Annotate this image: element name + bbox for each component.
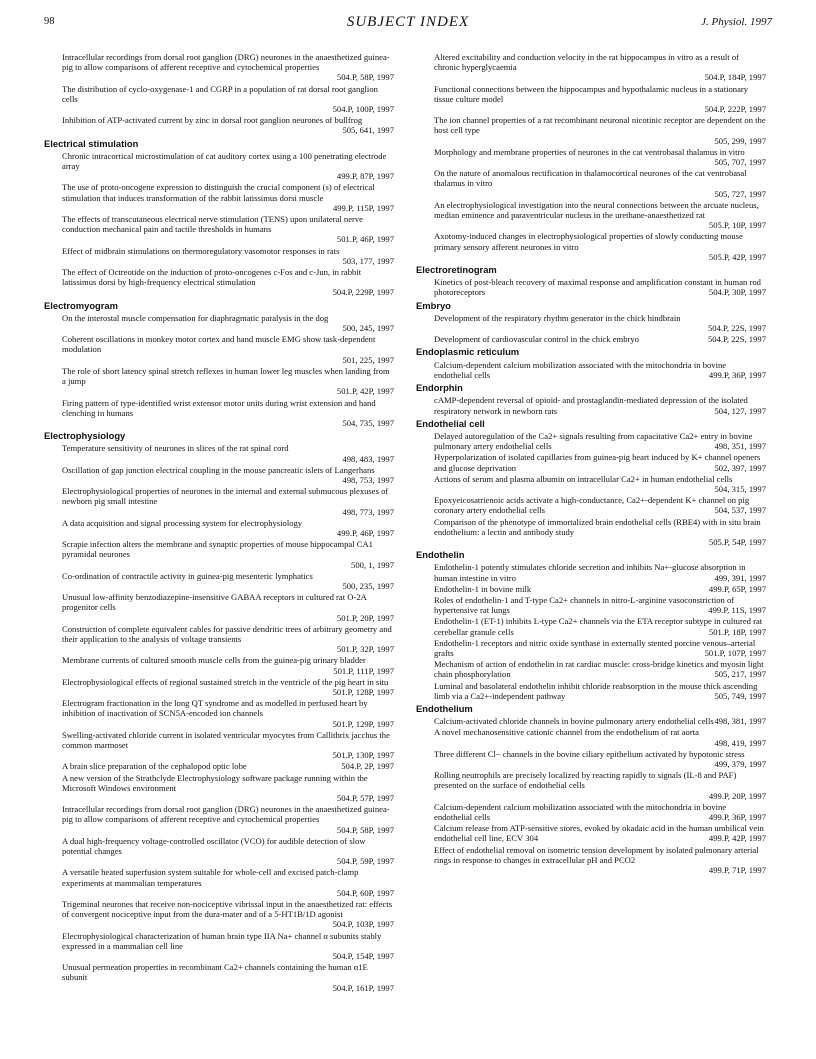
index-entry [44, 52, 394, 83]
index-entry [44, 465, 394, 485]
entry-reference: 504.P, 58P, 1997 [336, 824, 394, 835]
entry-reference: 504.P, 57P, 1997 [336, 793, 394, 804]
entry-title: Inhibition of ATP-activated current by zinc in dorsal root ganglion neurones of bullfrog [62, 115, 363, 126]
index-heading: Embryo [416, 299, 451, 311]
index-entry [44, 836, 394, 867]
entry-title: The role of short latency spinal stretch reflexes in human lower leg muscles when landing from a jump [62, 365, 390, 387]
entry-title: Co-ordination of contractile activity in guinea-pig mesenteric lymphatics [62, 570, 313, 581]
index-heading: Endorphin [416, 382, 463, 394]
entry-title: Chronic intracortical microstimulation of cat auditory cortex using a 100 penetrating electrode array [62, 150, 387, 172]
entry-reference: 500, 1, 1997 [351, 559, 394, 570]
entry-title: Construction of complete equivalent cables for passive dendritic trees of arbitrary geometry and their application to the analysis of voltage transients [62, 623, 392, 644]
entry-title: Comparison of the phenotype of immortalized brain endothelial cells (RBE4) with in situ brain endothelium: a lectin and antibody study [434, 516, 761, 537]
entry-title: Unusual permeation properties in recombinant Ca2+ channels containing the human α1E subunit [62, 962, 368, 983]
entry-title: Functional connections between the hippocampus and hypothalamic nucleus in a stationary tissue culture model [434, 83, 749, 104]
entry-title: On the interostal muscle compensation for diaphragmatic paralysis in the dog [62, 312, 329, 323]
index-entry [416, 84, 766, 115]
entry-reference: 498, 419, 1997 [714, 737, 766, 748]
entry-reference: 499.P, 36P, 1997 [708, 812, 766, 823]
index-entry [44, 761, 394, 771]
index-entry [416, 845, 766, 876]
entry-title: Oscillation of gap junction electrical coupling in the mouse pancreatic islets of Langerhans [62, 464, 375, 475]
index-entry [44, 698, 394, 729]
index-entry [416, 659, 766, 679]
entry-reference: 499, 379, 1997 [714, 759, 766, 769]
entry-reference: 500, 245, 1997 [342, 323, 394, 334]
index-entry [416, 147, 766, 167]
entry-title: A novel mechanosensitive cationic channel from the endothelium of rat aorta [434, 727, 699, 738]
entry-title: A versatile heated superfusion system suitable for whole-cell and excised patch-clamp experiments at mammalian temperatures [62, 867, 359, 888]
entry-reference: 504.P, 222P, 1997 [704, 104, 766, 115]
entry-title: Epoxyeicosatrienoic acids activate a high-conductance, Ca2+-dependent K+ channel on pig coronary artery endothelial cells [434, 495, 750, 516]
index-entry [416, 770, 766, 801]
index-entry [44, 486, 394, 517]
entry-title: Endothelin-1 receptors and nitric oxide synthase in externally stented porcine venous–arterial grafts [434, 637, 756, 658]
index-heading: Endothelium [416, 702, 473, 714]
entry-reference: 505, 217, 1997 [714, 669, 766, 680]
index-entry [416, 334, 766, 344]
entry-title: Mechanism of action of endothelin in rat cardiac muscle: cross-bridge kinetics and myosin light chain phosphorylation [434, 659, 764, 680]
page-title: SUBJECT INDEX [346, 14, 470, 30]
index-entry [44, 931, 394, 962]
entry-reference: 505, 299, 1997 [714, 135, 766, 146]
entry-title: Swelling-activated chloride current in isolated ventricular myocytes from Callithrix jacchus the common marmoset [62, 729, 390, 750]
index-entry [416, 231, 766, 262]
index-entry [416, 823, 766, 843]
index-heading: Electrophysiology [44, 430, 126, 442]
entry-reference: 504.P, 103P, 1997 [332, 919, 394, 930]
entry-reference: 501.P, 46P, 1997 [336, 234, 394, 245]
index-entry [44, 677, 394, 697]
index-entry [44, 214, 394, 245]
entry-reference: 504.P, 30P, 1997 [708, 287, 766, 298]
index-heading: Electrical stimulation [44, 137, 139, 149]
entry-title: A new version of the Strathclyde Electrophysiology software package running within the Microsoft Windows environment [62, 772, 368, 793]
index-entry [44, 334, 394, 365]
entry-reference: 504.P, 59P, 1997 [336, 856, 394, 867]
entry-title: Trigeminal neurones that receive non-nociceptive vibrissal input in the anaesthetized rat: effects of convergent nociceptive input from the dura-mater and of a 5-HT1B/1D agonist [62, 899, 393, 920]
index-entry [44, 804, 394, 835]
entry-title: Roles of endothelin-1 and T-type Ca2+ channels in nitro-L-arginine vasoconstriction of hypertensive rat lungs [434, 594, 735, 616]
entry-title: Rolling neutrophils are precisely localized by reacting rapidly to signals (IL-8 and PAF) presented on the surface of endothelial cells [434, 770, 737, 791]
index-entry [416, 52, 766, 83]
index-entry [416, 681, 766, 701]
entry-reference: 501.P, 129P, 1997 [332, 718, 394, 729]
entry-title: cAMP-dependent reversal of opioid- and prostaglandin-mediated depression of the isolated respiratory network in newborn rats [434, 395, 748, 416]
index-entry [416, 431, 766, 451]
entry-reference: 501.P, 107P, 1997 [704, 647, 766, 658]
entry-reference: 499.P, 71P, 1997 [708, 865, 766, 876]
index-heading: Electroretinogram [416, 264, 497, 276]
index-entry [44, 84, 394, 115]
index-entry [44, 398, 394, 429]
entry-reference: 501.P, 18P, 1997 [708, 626, 766, 637]
entry-reference: 501.P, 42P, 1997 [336, 386, 394, 397]
index-entry [44, 313, 394, 333]
entry-title: Firing pattern of type-identified wrist extensor motor units during wrist extension and hand clenching in humans [62, 397, 376, 418]
index-entry [416, 360, 766, 380]
entry-reference: 505.P, 10P, 1997 [708, 220, 766, 231]
entry-title: The effects of transcutaneous electrical nerve stimulation (TENS) upon unilateral nerve conduction mechanical pain and tactile thresholds in humans [62, 214, 363, 235]
index-heading: Endothelial cell [416, 417, 485, 429]
index-entry [44, 246, 394, 266]
index-entry [416, 200, 766, 231]
page-header [0, 14, 816, 36]
index-entry [416, 727, 766, 747]
entry-reference: 504.P, 60P, 1997 [336, 887, 394, 898]
entry-reference: 504.P, 161P, 1997 [332, 982, 394, 993]
entry-reference: 498, 351, 1997 [714, 441, 766, 452]
entry-title: Delayed autoregulation of the Ca2+ signals resulting from capacitative Ca2+ entry in bovine pulmonary artery endothelial cells [434, 430, 753, 452]
entry-title: Effect of endothelial removal on isometric tension development by isolated pulmonary arterial rings in response to changes in extracellular pH and PCO2 [434, 844, 759, 865]
entry-reference: 503, 177, 1997 [342, 255, 394, 266]
journal-name: J. Physiol. 1997 [701, 16, 772, 28]
entry-title: The effect of Octreotide on the induction of proto-oncogenes c-Fos and c-Jun, in rabbit latissimus dorsi by high-frequency electrical stimulation [62, 267, 362, 288]
entry-reference: 501.P, 128P, 1997 [332, 686, 394, 697]
index-entry [44, 899, 394, 930]
index-heading: Endoplasmic reticulum [416, 346, 520, 358]
entry-title: Endothelin-1 in bovine milk [434, 583, 532, 594]
entry-title: Altered excitability and conduction velocity in the rat hippocampus in vitro as a result of chronic hyperglycaemia [434, 52, 739, 73]
entry-reference: 504.P, 154P, 1997 [332, 951, 394, 962]
entry-title: Effect of midbrain stimulations on thermoregulatory vasomotor responses in rats [62, 245, 340, 256]
index-entry [44, 624, 394, 655]
entry-reference: 501.P, 32P, 1997 [336, 644, 394, 655]
entry-title: Morphology and membrane properties of neurones in the cat ventrobasal thalamus in vitro [434, 146, 745, 157]
index-entry [416, 638, 766, 658]
entry-title: The distribution of cyclo-oxygenase-1 and CGRP in a population of rat dorsal root ganglion cells [62, 83, 378, 104]
entry-title: Three different Cl− channels in the bovine ciliary epithelium activated by hypotonic stress [434, 748, 745, 759]
entry-title: Development of cardiovascular control in the chick embryo [434, 334, 639, 345]
entry-reference: 504.P, 22S, 1997 [707, 323, 766, 334]
entry-reference: 505, 641, 1997 [342, 125, 394, 136]
index-entry [44, 115, 394, 135]
entry-title: On the nature of anomalous rectification in thalamocortical neurones of the cat ventrobasal thalamus in vitro [434, 168, 747, 189]
entry-title: A brain slice preparation of the cephalopod optic lobe [62, 761, 247, 772]
index-entry [44, 518, 394, 538]
entry-title: A data acquisition and signal processing system for electrophysiology [62, 517, 303, 528]
entry-title: Scrapie infection alters the membrane and synaptic properties of mouse hippocampal CA1 pyramidal neurones [62, 539, 373, 560]
entry-title: Temperature sensitivity of neurones in slices of the rat spinal cord [62, 443, 289, 454]
index-entry [416, 749, 766, 769]
index-entry [416, 595, 766, 615]
entry-reference: 504, 537, 1997 [714, 505, 766, 516]
entry-reference: 505, 749, 1997 [714, 690, 766, 701]
entry-title: A dual high-frequency voltage-controlled oscillator (VCO) for audible detection of slow potential changes [62, 835, 366, 857]
entry-title: Kinetics of post-bleach recovery of maximal response and amplification constant in human rod photoreceptors [434, 277, 761, 298]
entry-reference: 504.P, 22S, 1997 [707, 334, 766, 345]
entry-reference: 499.P, 11S, 1997 [708, 605, 766, 616]
entry-reference: 504, 315, 1997 [714, 483, 766, 494]
index-entry [416, 474, 766, 494]
entry-reference: 499.P, 115P, 1997 [332, 202, 394, 213]
entry-reference: 505, 727, 1997 [714, 188, 766, 199]
index-entry [44, 151, 394, 182]
index-entry [44, 539, 394, 570]
entry-title: Calcium release from ATP-sensitive stores, evoked by okadaic acid in the human umbilical vein endothelial cell line, ECV 304 [434, 823, 764, 844]
entry-title: Development of the respiratory rhythm generator in the chick hindbrain [434, 312, 681, 323]
entry-title: Electrogram fractionation in the long QT syndrome and as modelled in perfused heart by inhibition of inactivation of SCN5A-encoded ion channels [62, 698, 368, 719]
entry-title: Coherent oscillations in monkey motor cortex and hand muscle EMG show task-dependent modulation [62, 334, 376, 355]
entry-reference: 504.P, 2P, 1997 [341, 761, 394, 772]
entry-title: Intracellular recordings from dorsal root ganglion (DRG) neurones in the anaesthetized guinea-pig to allow comparisons of afferent receptive and cytochemical properties [62, 52, 390, 73]
index-entry [416, 495, 766, 515]
entry-reference: 505.P, 54P, 1997 [708, 536, 766, 547]
entry-title: The use of proto-oncogene expression to distinguish the crucial component (s) of electrical stimulation that induces transformation of the rabbit latissimus dorsi muscle [62, 182, 375, 203]
index-entry [44, 962, 394, 993]
entry-title: Membrane currents of cultured smooth muscle cells from the guinea-pig urinary bladder [62, 655, 366, 666]
index-entry [416, 716, 766, 726]
index-entry [416, 313, 766, 333]
entry-title: Electrophysiological characterization of human brain type IIA Na+ channel α subunits stably expressed in a mammalian cell line [62, 930, 382, 951]
entry-reference: 498, 483, 1997 [342, 453, 394, 464]
index-entry [416, 277, 766, 297]
entry-reference: 499.P, 20P, 1997 [708, 790, 766, 801]
index-heading: Electromyogram [44, 299, 118, 311]
entry-title: An electrophysiological investigation into the neural connections between the arcuate nucleus, median eminence and paraventricular nucleus in the urethane-anaesthetized rat [434, 199, 759, 221]
entry-reference: 504.P, 229P, 1997 [332, 287, 394, 298]
index-entry [416, 562, 766, 582]
entry-title: Intracellular recordings from dorsal root ganglion (DRG) neurones in the anaesthetized guinea-pig to allow comparisons of afferent receptive and cytochemical properties [62, 804, 390, 825]
entry-title: Calcium-activated chloride channels in bovine pulmonary artery endothelial cells [434, 716, 714, 727]
entry-title: Luminal and basolateral endothelin inhibit chloride reabsorption in the mouse thick ascending limb via a Ca2+-independent pathway [434, 680, 758, 701]
entry-title: Electrophysiological properties of neurones in the internal and external submucous plexuses of newborn pig small intestine [62, 486, 389, 507]
index-entry [44, 571, 394, 591]
entry-reference: 499.P, 46P, 1997 [336, 527, 394, 538]
index-entry [416, 452, 766, 472]
entry-reference: 499.P, 42P, 1997 [708, 833, 766, 844]
index-entry [416, 517, 766, 548]
entry-reference: 504.P, 184P, 1997 [704, 72, 766, 83]
index-entry [416, 395, 766, 415]
entry-reference: 505, 707, 1997 [714, 157, 766, 168]
left-column [44, 52, 394, 994]
entry-reference: 498, 753, 1997 [342, 474, 394, 485]
page-number: 98 [44, 16, 55, 27]
entry-reference: 501.P, 20P, 1997 [336, 612, 394, 623]
entry-reference: 500, 235, 1997 [342, 580, 394, 591]
entry-reference: 499.P, 65P, 1997 [708, 583, 766, 594]
entry-title: Calcium-dependent calcium mobilization associated with the mitochondria in bovine endothelial cells [434, 801, 727, 823]
entry-reference: 498, 773, 1997 [342, 506, 394, 517]
entry-reference: 504.P, 58P, 1997 [336, 72, 394, 83]
entry-title: Endothelin-1 potently stimulates chloride secretion and inhibits Na+-glucose absorption in human intestine in vitro [434, 562, 746, 583]
entry-title: Axotomy-induced changes in electrophysiological properties of slowly conducting mouse primary sensory afferent neurones in vitro [434, 231, 743, 252]
index-entry [44, 592, 394, 623]
index-entry [44, 867, 394, 898]
index-entry [44, 182, 394, 213]
entry-title: The ion channel properties of a rat recombinant neuronal nicotinic receptor are dependent on the host cell type [434, 115, 766, 136]
entry-reference: 504, 127, 1997 [714, 405, 766, 416]
entry-title: Electrophysiological effects of regional sustained stretch in the ventricle of the pig heart in situ [62, 676, 389, 687]
entry-reference: 502, 397, 1997 [714, 462, 766, 473]
index-entry [416, 168, 766, 199]
entry-reference: 501.P, 111P, 1997 [333, 665, 394, 676]
entry-reference: 505.P, 42P, 1997 [708, 251, 766, 262]
index-entry [44, 730, 394, 761]
index-heading: Endothelin [416, 549, 465, 561]
index-entry [416, 584, 766, 594]
entry-title: Hyperpolarization of isolated capillaries from guinea-pig heart induced by K+ channel openers and glucose deprivation [434, 452, 761, 473]
entry-title: Actions of serum and plasma albumin on intracellular Ca2+ in human endothelial cells [434, 473, 733, 484]
entry-reference: 499.P, 87P, 1997 [336, 171, 394, 182]
right-column [416, 52, 766, 876]
index-entry [44, 267, 394, 298]
index-entry [416, 616, 766, 636]
entry-reference: 504, 735, 1997 [342, 417, 394, 428]
entry-title: Calcium-dependent calcium mobilization associated with the mitochondria in bovine endothelial cells [434, 359, 727, 380]
entry-title: Endothelin-1 (ET-1) inhibits L-type Ca2+ channels via the ETA receptor subtype in cultured rat cerebellar granule cells [434, 616, 763, 637]
entry-reference: 499, 391, 1997 [714, 572, 766, 583]
index-entry [416, 802, 766, 822]
index-entry [416, 115, 766, 146]
entry-reference: 501, 225, 1997 [342, 354, 394, 365]
entry-reference: 499.P, 36P, 1997 [708, 369, 766, 380]
entry-reference: 501.P, 130P, 1997 [332, 750, 394, 761]
entry-reference: 498, 381, 1997 [714, 716, 766, 727]
entry-reference: 504.P, 100P, 1997 [332, 104, 394, 115]
index-entry [44, 366, 394, 397]
index-entry [44, 655, 394, 675]
entry-title: Unusual low-affinity benzodiazepine-insensitive GABAA receptors in cultured rat O-2A progenitor cells [62, 592, 367, 613]
index-entry [44, 443, 394, 463]
index-entry [44, 773, 394, 804]
